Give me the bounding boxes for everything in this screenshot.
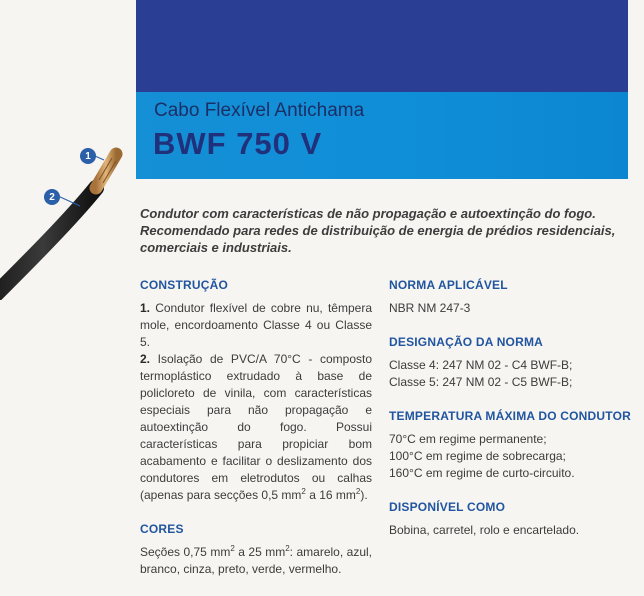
item-2-text: Isolação de PVC/A 70°C - composto termoplástico extrudado à base de policloreto de vinila, com características especiais para não propagação e autoextinção do fogo. Possui características para propiciar bom acabamento e facilitar o deslizamento dos condutores em eletrodutos ou calhas (apenas para secções 0,5 mm <box>140 352 372 502</box>
item-2-sup-2: 2 <box>355 487 361 496</box>
intro-line-2: Recomendado para redes de distribuição de energia de prédios residenciais, comerciais e industriais. <box>140 223 616 255</box>
disponivel-heading: DISPONÍVEL COMO <box>389 500 506 514</box>
product-name: BWF 750 V <box>153 126 323 161</box>
cores-heading: CORES <box>140 522 184 536</box>
cores-section <box>140 522 372 578</box>
item-2-number: 2. <box>140 352 151 366</box>
cores-text <box>140 544 372 578</box>
cores-sup-a: 2 <box>230 544 235 553</box>
construcao-item-2 <box>140 351 372 504</box>
product-subtitle: Cabo Flexível Antichama <box>154 100 365 121</box>
item-2-sup: 2 <box>301 487 306 496</box>
norma-section <box>389 278 639 317</box>
construcao-item-1 <box>140 300 372 351</box>
cable-illustration <box>0 140 140 300</box>
designacao-heading: DESIGNAÇÃO DA NORMA <box>389 335 544 349</box>
temperatura-heading: TEMPERATURA MÁXIMA DO CONDUTOR <box>389 409 631 423</box>
item-2-end: ). <box>360 488 368 502</box>
cores-text-c: : amarelo, azul, branco, cinza, preto, verde, vermelho. <box>140 545 372 576</box>
item-1-number: 1. <box>140 301 151 315</box>
item-2-mid: a 16 mm <box>305 488 356 502</box>
designacao-line-1: Classe 4: 247 NM 02 - C4 BWF-B; <box>389 358 573 372</box>
designacao-line-2: Classe 5: 247 NM 02 - C5 BWF-B; <box>389 375 573 389</box>
temperatura-section <box>389 409 639 482</box>
designacao-section <box>389 335 639 391</box>
temperatura-line-2: 100°C em regime de sobrecarga; <box>389 449 566 463</box>
temperatura-line-3: 160°C em regime de curto-circuito. <box>389 466 575 480</box>
cores-text-a: Seções 0,75 mm <box>140 545 231 559</box>
left-column <box>140 278 372 596</box>
intro-text <box>140 205 620 256</box>
disponivel-value: Bobina, carretel, rolo e encartelado. <box>389 523 580 537</box>
item-1-text: Condutor flexível de cobre nu, têmpera mole, encordoamento Classe 4 ou Classe 5. <box>140 301 372 349</box>
construcao-heading: CONSTRUÇÃO <box>140 278 228 292</box>
intro-line-1: Condutor com características de não propagação e autoextinção do fogo. <box>140 206 596 221</box>
construcao-section <box>140 278 372 504</box>
temperatura-line-1: 70°C em regime permanente; <box>389 432 547 446</box>
norma-heading: NORMA APLICÁVEL <box>389 278 508 292</box>
norma-value: NBR NM 247-3 <box>389 301 471 315</box>
callout-2: 2 <box>44 189 60 205</box>
cores-sup-b: 2 <box>285 544 290 553</box>
header-banner <box>136 0 628 92</box>
right-column <box>389 278 639 557</box>
callout-1: 1 <box>80 148 96 164</box>
disponivel-section <box>389 500 639 539</box>
cores-text-b: a 25 mm <box>234 545 286 559</box>
